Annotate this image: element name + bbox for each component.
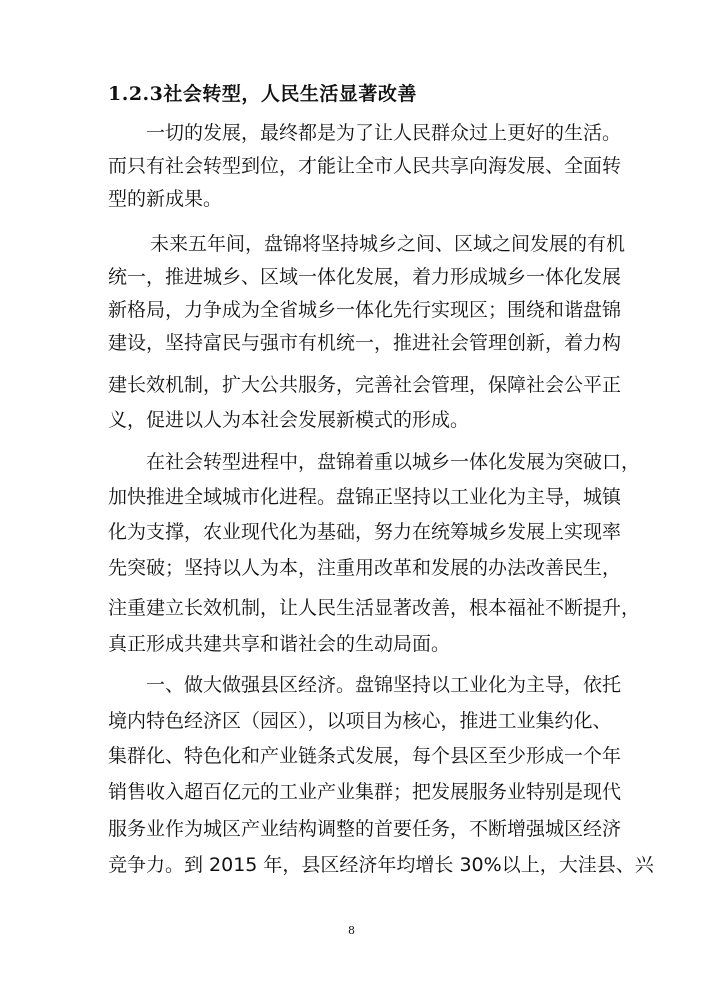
paragraph-line: 注重建立长效机制，让人民生活显著改善，根本福祉不断提升， — [108, 597, 641, 619]
paragraph-line: 竞争力。到 2015 年，县区经济年均增长 30%以上，大洼县、兴 — [108, 854, 654, 876]
paragraph-line: 销售收入超百亿元的工业产业集群；把发展服务业特别是现代 — [108, 781, 622, 803]
paragraph-line: 而只有社会转型到位，才能让全市人民共享向海发展、全面转 — [108, 155, 622, 177]
paragraph-line: 一切的发展，最终都是为了让人民群众过上更好的生活。 — [146, 122, 622, 144]
page-number: 8 — [348, 924, 355, 937]
paragraph-line: 先突破；坚持以人为本，注重用改革和发展的办法改善民生， — [108, 557, 622, 579]
paragraph-line: 建设，坚持富民与强市有机统一，推进社会管理创新，着力构 — [108, 332, 622, 354]
paragraph-line: 义，促进以人为本社会发展新模式的形成。 — [108, 409, 470, 431]
paragraph-line: 集群化、特色化和产业链条式发展，每个县区至少形成一个年 — [108, 745, 622, 767]
paragraph-line: 服务业作为城区产业结构调整的首要任务，不断增强城区经济 — [108, 818, 622, 840]
section-heading: 1.2.3社会转型，人民生活显著改善 — [108, 83, 417, 105]
paragraph-line: 新格局，力争成为全省城乡一体化先行实现区；围绕和谐盘锦 — [108, 299, 622, 321]
paragraph-line: 建长效机制，扩大公共服务，完善社会管理，保障社会公平正 — [108, 374, 622, 396]
paragraph-line: 加快推进全域城市化进程。盘锦正坚持以工业化为主导，城镇 — [108, 486, 622, 508]
paragraph-line: 真正形成共建共享和谐社会的生动局面。 — [108, 633, 451, 655]
paragraph-line: 未来五年间，盘锦将坚持城乡之间、区域之间发展的有机 — [150, 233, 626, 255]
paragraph-line: 在社会转型进程中，盘锦着重以城乡一体化发展为突破口， — [146, 451, 641, 473]
paragraph-line: 境内特色经济区（园区），以项目为核心，推进工业集约化、 — [108, 710, 612, 732]
paragraph-line: 一、做大做强县区经济。盘锦坚持以工业化为主导，依托 — [146, 674, 622, 696]
paragraph-line: 型的新成果。 — [108, 188, 223, 210]
paragraph-line: 化为支撑，农业现代化为基础，努力在统筹城乡发展上实现率 — [108, 521, 622, 543]
paragraph-line: 统一，推进城乡、区域一体化发展，着力形成城乡一体化发展 — [108, 266, 622, 288]
